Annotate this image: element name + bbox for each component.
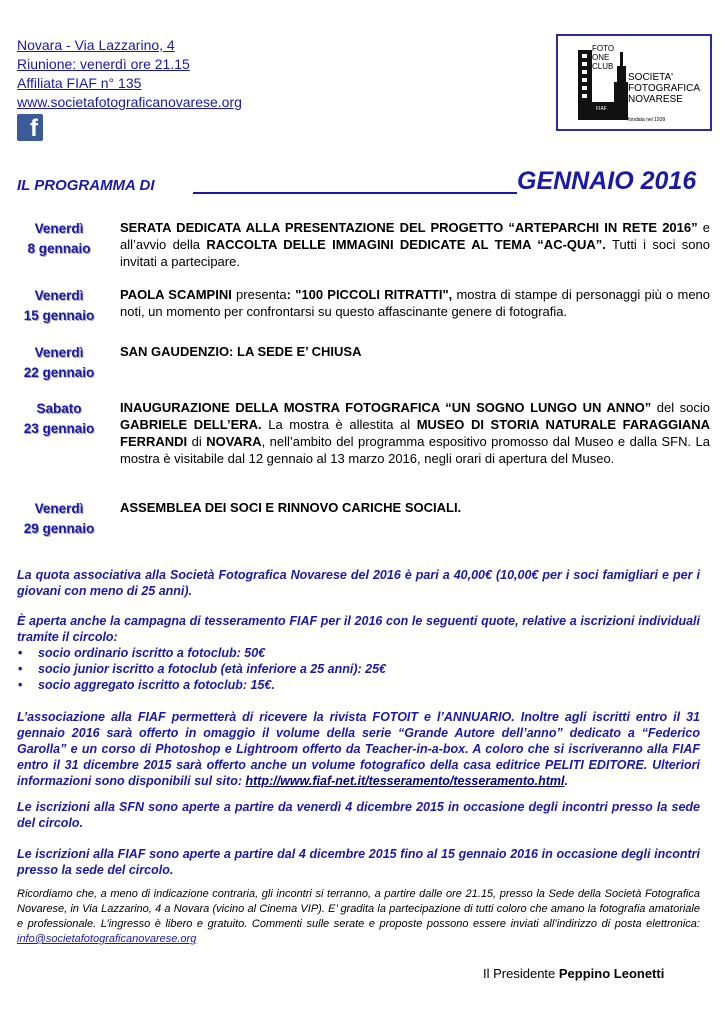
event-date: Sabato 23 gennaio — [23, 401, 95, 436]
website-link[interactable]: www.societafotograficanovarese.org — [17, 94, 242, 110]
event-text-run: , nell’ambito del programma espositivo promosso dal Museo e dalla SFN. La mostra è visitabile dal 12 gennaio al 13 marzo 2016, negli orari di apertura del Museo. — [120, 434, 711, 466]
signature — [483, 966, 664, 981]
event-date: Venerdì 22 gennaio — [23, 345, 95, 380]
event-description — [120, 286, 710, 320]
address-line: Novara - Via Lazzarino, 4 — [17, 37, 175, 53]
event-text-run: PAOLA SCAMPINI — [120, 287, 232, 302]
event-text-run: mostra di stampe di personaggi più o meno noti, un momento per confrontarsi su questo affascinante genere di fotografia. — [120, 287, 711, 319]
event-text-run: del socio — [651, 400, 711, 415]
event-description — [120, 219, 710, 270]
sfn-iscrizioni: Le iscrizioni alla SFN sono aperte a partire da venerdì 4 dicembre 2015 in occasione degli incontri presso la sede del circolo. — [17, 800, 700, 830]
fiaf-quota-list — [17, 645, 700, 693]
program-title — [17, 167, 707, 197]
fiaf-iscrizioni: Le iscrizioni alla FIAF sono aperte a partire dal 4 dicembre 2015 fino al 15 gennaio 2016 in occasione degli incontri presso la sede del circolo. — [17, 847, 700, 877]
fiaf-campaign — [17, 613, 700, 693]
affiliation-line: Affiliata FIAF n° 135 — [17, 75, 142, 91]
event-description — [120, 499, 710, 516]
email-link[interactable]: info@societafotograficanovarese.org — [17, 933, 197, 945]
fiaf-website-link[interactable]: http://www.fiaf-net.it/tesseramento/tesseramento.html — [245, 774, 565, 788]
logo-name: SOCIETA' FOTOGRAFICA NOVARESE — [628, 72, 701, 105]
event-text-run: RACCOLTA DELLE IMMAGINI DEDICATE AL TEMA “AC-QUA”. — [206, 237, 606, 252]
event-text-run: La mostra è allestita al — [261, 417, 417, 432]
event-date: Venerdì 15 gennaio — [23, 288, 95, 323]
fiaf-benefits: L’associazione alla FIAF permetterà di ricevere la rivista FOTOIT e l’ANNUARIO. Inoltre agli iscritti entro il 31 gennaio 2016 sarà offerto in omaggio il volume della serie “Grande Autore dell’anno” dedicato a “Federico Garolla” e un corso di Photoshop e Lightroom offerto da Teacher-in-a-box. A coloro che si iscriveranno alla FIAF entro il 31 dicembre 2015 sarà offerto anche un volume fotografico della casa editrice PELITI EDITORE. Ulteriori informazioni sono disponibili sul sito: http://www.fiaf-net.it/tesseramento/tesseramento.html. — [17, 710, 700, 788]
fiaf-intro: È aperta anche la campagna di tesseramento FIAF per il 2016 con le seguenti quote, relative a iscrizioni individuali tramite il circolo: — [17, 614, 700, 644]
list-item: • socio ordinario iscritto a fotoclub: 50€ — [38, 645, 700, 661]
signature-name: Peppino Leonetti — [558, 966, 665, 981]
footer-note: Ricordiamo che, a meno di indicazione contraria, gli incontri si terranno, a partire dalle ore 21.15, presso la Sede della Società Fotografica Novarese, in Via Lazzarino, 4 a Novara (vicino al Cinema VIP). E’ gradita la partecipazione di tutti coloro che amano la fotografia amatoriale e professionale. L’ingresso è libero e gratuito. Commenti sulle serate e proposte possono essere inviati all’indirizzo di posta elettronica: info@societafotograficanovarese.org — [17, 888, 700, 945]
facebook-icon[interactable]: f — [17, 114, 43, 141]
title-month: GENNAIO 2016 — [517, 167, 697, 195]
club-logo — [556, 34, 712, 131]
title-prefix: IL PROGRAMMA DI — [17, 177, 155, 194]
list-item: • socio junior iscritto a fotoclub (età inferiore a 25 anni): 25€ — [38, 661, 700, 677]
event-text-run: SERATA DEDICATA ALLA PRESENTAZIONE DEL PROGETTO “ARTEPARCHI IN RETE 2016” — [120, 220, 698, 235]
meeting-line: Riunione: venerdì ore 21.15 — [17, 56, 190, 72]
event-text-run: e all’avvio della — [120, 220, 710, 252]
event-text-run: NOVARA — [206, 434, 262, 449]
event-date: Venerdì 29 gennaio — [23, 501, 95, 536]
event-text-run: ASSEMBLEA DEI SOCI E RINNOVO CARICHE SOCIALI. — [120, 500, 462, 515]
event-text-run: : "100 PICCOLI RITRATTI", — [286, 287, 453, 302]
event-description — [120, 399, 710, 467]
event-text-run: presenta — [231, 287, 287, 302]
event-description — [120, 343, 710, 360]
logo-fiaf: FIAF — [596, 106, 607, 112]
event-text-run: di — [187, 434, 207, 449]
event-date: Venerdì 8 gennaio — [27, 221, 91, 256]
signature-role: Il Presidente — [483, 966, 556, 981]
title-underline — [193, 192, 517, 194]
logo-foto-one-club: FOTO ONE CLUB — [592, 44, 615, 71]
header-info — [17, 36, 242, 112]
list-item: • socio aggregato iscritto a fotoclub: 15€. — [38, 677, 700, 693]
logo-founded: fondata nel 1939 — [628, 117, 666, 123]
event-text-run: GABRIELE DELL’ERA. — [120, 417, 262, 432]
event-text-run: MUSEO DI STORIA NATURALE FARAGGIANA FERRANDI — [120, 417, 710, 449]
event-text-run: SAN GAUDENZIO: LA SEDE E’ CHIUSA — [120, 344, 362, 359]
event-text-run: INAUGURAZIONE DELLA MOSTRA FOTOGRAFICA “UN SOGNO LUNGO UN ANNO” — [120, 400, 652, 415]
quota-paragraph: La quota associativa alla Società Fotografica Novarese del 2016 è pari a 40,00€ (10,00€ per i soci famigliari e per i giovani con meno di 25 anni). — [17, 568, 700, 598]
event-text-run: Tutti i soci sono invitati a partecipare. — [120, 237, 711, 269]
